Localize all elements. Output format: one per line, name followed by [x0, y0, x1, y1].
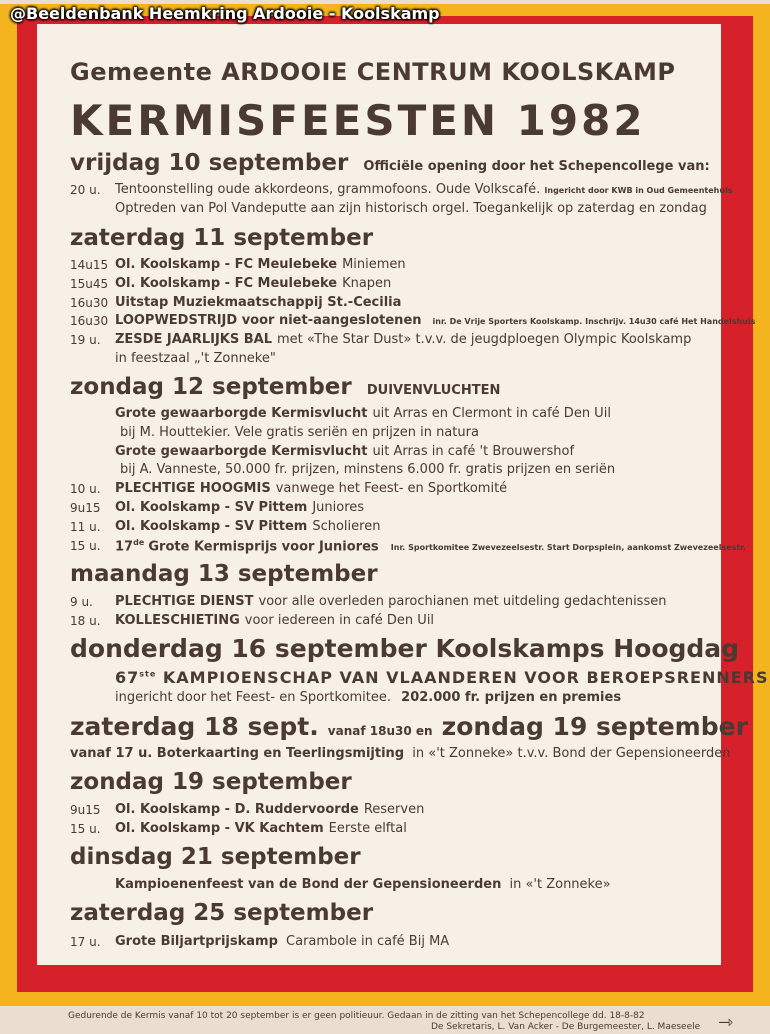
saturday25-heading: zaterdag 25 september — [70, 900, 374, 926]
event-line — [115, 934, 449, 949]
event-text: Miniemen — [342, 257, 406, 272]
event-line — [115, 444, 574, 459]
event-line — [115, 519, 380, 534]
event-text: in «'t Zonneke» t.v.v. Bond der Gepensioneerden — [412, 746, 731, 761]
time: 9 u. — [70, 595, 93, 609]
event-bold: Uitstap Muziekmaatschappij St.-Cecilia — [115, 294, 402, 310]
event-bold: Grote Kermisprijs voor Juniores — [148, 539, 379, 555]
event-bold: LOOPWEDSTRIJD voor niet-aangeslotenen — [115, 313, 422, 329]
event-bold: Grote Biljartprijskamp — [115, 934, 278, 949]
header-municipality: Gemeente ARDOOIE CENTRUM KOOLSKAMP — [70, 58, 676, 86]
footer-signatures: De Sekretaris, L. Van Acker - De Burgemeester, L. Maeseele — [431, 1022, 701, 1032]
time: 17 u. — [70, 935, 101, 949]
time: 11 u. — [70, 519, 101, 534]
event-bold: ZESDE JAARLIJKS BAL — [115, 332, 273, 348]
footer-notice: Gedurende de Kermis vanaf 10 tot 20 september is er geen politieuur. Gedaan in de zitting van het Schepencollege dd. 18-8-82 — [68, 1011, 645, 1021]
event-line — [115, 481, 507, 496]
event-text: Reserven — [363, 802, 425, 817]
event-text: Scholieren — [312, 518, 381, 534]
event-bold: Grote gewaarborgde Kermisvlucht — [115, 443, 368, 459]
event-text: voor iedereen in café Den Uil — [244, 612, 435, 628]
event-bold: PLECHTIGE DIENST — [115, 594, 254, 609]
event-bold: Ol. Koolskamp - D. Ruddervoorde — [115, 802, 359, 817]
day-label: vrijdag 10 september — [70, 150, 349, 176]
day-label: zondag 19 september — [441, 712, 748, 741]
watermark: @Beeldenbank Heemkring Ardooie - Koolskamp — [10, 4, 440, 23]
event-bold: Ol. Koolskamp - FC Meulebeke — [115, 257, 338, 272]
event-line — [115, 276, 397, 291]
day-label: zaterdag 18 sept. — [70, 712, 319, 741]
time: 9u15 — [70, 803, 101, 817]
event-bold: KOLLESCHIETING — [115, 612, 240, 628]
sunday19-heading: zondag 19 september — [70, 769, 352, 795]
event-bold: Ol. Koolskamp - VK Kachtem — [115, 821, 324, 836]
poster-title: KERMISFEESTEN 1982 — [70, 96, 646, 145]
event-text: Eerste elftal — [328, 821, 407, 836]
thursday16-heading: donderdag 16 september Koolskamps Hoogdag — [70, 634, 740, 663]
event-bold: PLECHTIGE HOOGMIS — [115, 481, 271, 497]
time: 9u15 — [70, 501, 101, 515]
event-line — [115, 313, 755, 328]
time: 20 u. — [70, 183, 101, 197]
event-small: Ingericht door KWB in Oud Gemeentehuis — [544, 186, 733, 195]
event-bold: Kampioenenfeest van de Bond der Gepensioneerden — [115, 877, 502, 892]
event-text: Tentoonstelling oude akkordeons, grammofoons. Oude Volkscafé. — [115, 182, 541, 197]
day-label: zondag 12 september — [70, 374, 352, 400]
event-text: in «'t Zonneke» — [509, 877, 611, 892]
event-line — [115, 425, 479, 440]
event-line — [115, 613, 434, 628]
event-bold: vanaf 17 u. Boterkaarting en Teerlingsmijting — [70, 746, 405, 761]
ordinal-suffix: ste — [139, 669, 157, 679]
event-line — [115, 877, 611, 892]
event-line — [70, 746, 730, 761]
event-text: uit Arras en Clermont in café Den Uil — [372, 406, 611, 421]
monday13-heading: maandag 13 september — [70, 561, 378, 587]
saturday11-heading: zaterdag 11 september — [70, 225, 374, 251]
organizer-text: ingericht door het Feest- en Sportkomitee. — [115, 690, 392, 705]
event-text: vanwege het Feest- en Sportkomité — [275, 481, 508, 497]
event-line — [115, 406, 611, 421]
event-line — [115, 295, 412, 310]
championship-sub — [115, 690, 621, 705]
event-continuation: in feestzaal „'t Zonneke" — [115, 351, 276, 366]
event-line — [115, 802, 424, 817]
time: 19 u. — [70, 333, 101, 348]
championship-title — [115, 668, 769, 687]
event-small: Inr. Sportkomitee Zwevezeelsestr. Start Dorpsplein, aankomst Zwevezeelsestr. — [390, 543, 747, 553]
opening-note: Officiële opening door het Schepencollege van: — [363, 159, 710, 174]
event-bold: Ol. Koolskamp - SV Pittem — [115, 500, 308, 515]
championship-name: KAMPIOENSCHAP VAN VLAANDEREN VOOR BEROEPSRENNERS — [162, 668, 769, 687]
sunday12-heading — [70, 374, 500, 400]
event-text: voor alle overleden parochianen met uitdeling gedachtenissen — [258, 594, 667, 609]
event-line — [115, 500, 364, 515]
event-line — [115, 257, 412, 272]
day-joiner: vanaf 18u30 en — [327, 724, 433, 738]
event-text: uit Arras in café 't Brouwershof — [372, 443, 575, 459]
time: 15 u. — [70, 539, 101, 553]
event-text: bij A. Vanneste, 50.000 fr. prijzen, minstens 6.000 fr. gratis prijzen en seriën — [120, 462, 616, 478]
event-line — [115, 462, 615, 477]
event-line — [115, 182, 733, 197]
event-line — [115, 821, 407, 836]
pigeon-races-note: DUIVENVLUCHTEN — [366, 383, 501, 398]
event-bold: Ol. Koolskamp - FC Meulebeke — [115, 275, 338, 291]
arrow-icon: ⇾ — [718, 1012, 734, 1033]
event-line — [115, 332, 697, 347]
edition-number: 67 — [115, 668, 140, 687]
event-bold: Grote gewaarborgde Kermisvlucht — [115, 406, 368, 421]
time: 15 u. — [70, 822, 101, 836]
event-text: met «The Star Dust» t.v.v. de jeugdploegen Olympic Koolskamp — [277, 332, 692, 348]
ordinal-suffix: de — [133, 538, 145, 547]
time: 10 u. — [70, 482, 101, 497]
event-line — [115, 594, 666, 609]
time: 14u15 — [70, 258, 109, 272]
event-line — [115, 538, 746, 554]
event-line: Optreden van Pol Vandeputte aan zijn historisch orgel. Toegankelijk op zaterdag en zondag — [115, 201, 707, 216]
saturday18-heading — [70, 712, 748, 741]
tuesday21-heading: dinsdag 21 september — [70, 844, 361, 870]
event-bold: Ol. Koolskamp - SV Pittem — [115, 518, 308, 534]
event-small: inr. De Vrije Sporters Koolskamp. Inschrijv. 14u30 café Het Handelshuis — [432, 317, 756, 327]
time: 16u30 — [70, 295, 109, 310]
event-number: 17 — [115, 539, 134, 555]
event-text: Knapen — [342, 275, 392, 291]
time: 16u30 — [70, 314, 109, 329]
friday-heading — [70, 150, 710, 176]
time: 15u45 — [70, 276, 109, 291]
event-text: bij M. Houttekier. Vele gratis seriën en prijzen in natura — [120, 424, 479, 440]
event-text: Juniores — [312, 500, 365, 515]
prize-text: 202.000 fr. prijzen en premies — [401, 690, 622, 705]
event-text: Carambole in café Bij MA — [286, 934, 450, 949]
time: 18 u. — [70, 613, 101, 628]
